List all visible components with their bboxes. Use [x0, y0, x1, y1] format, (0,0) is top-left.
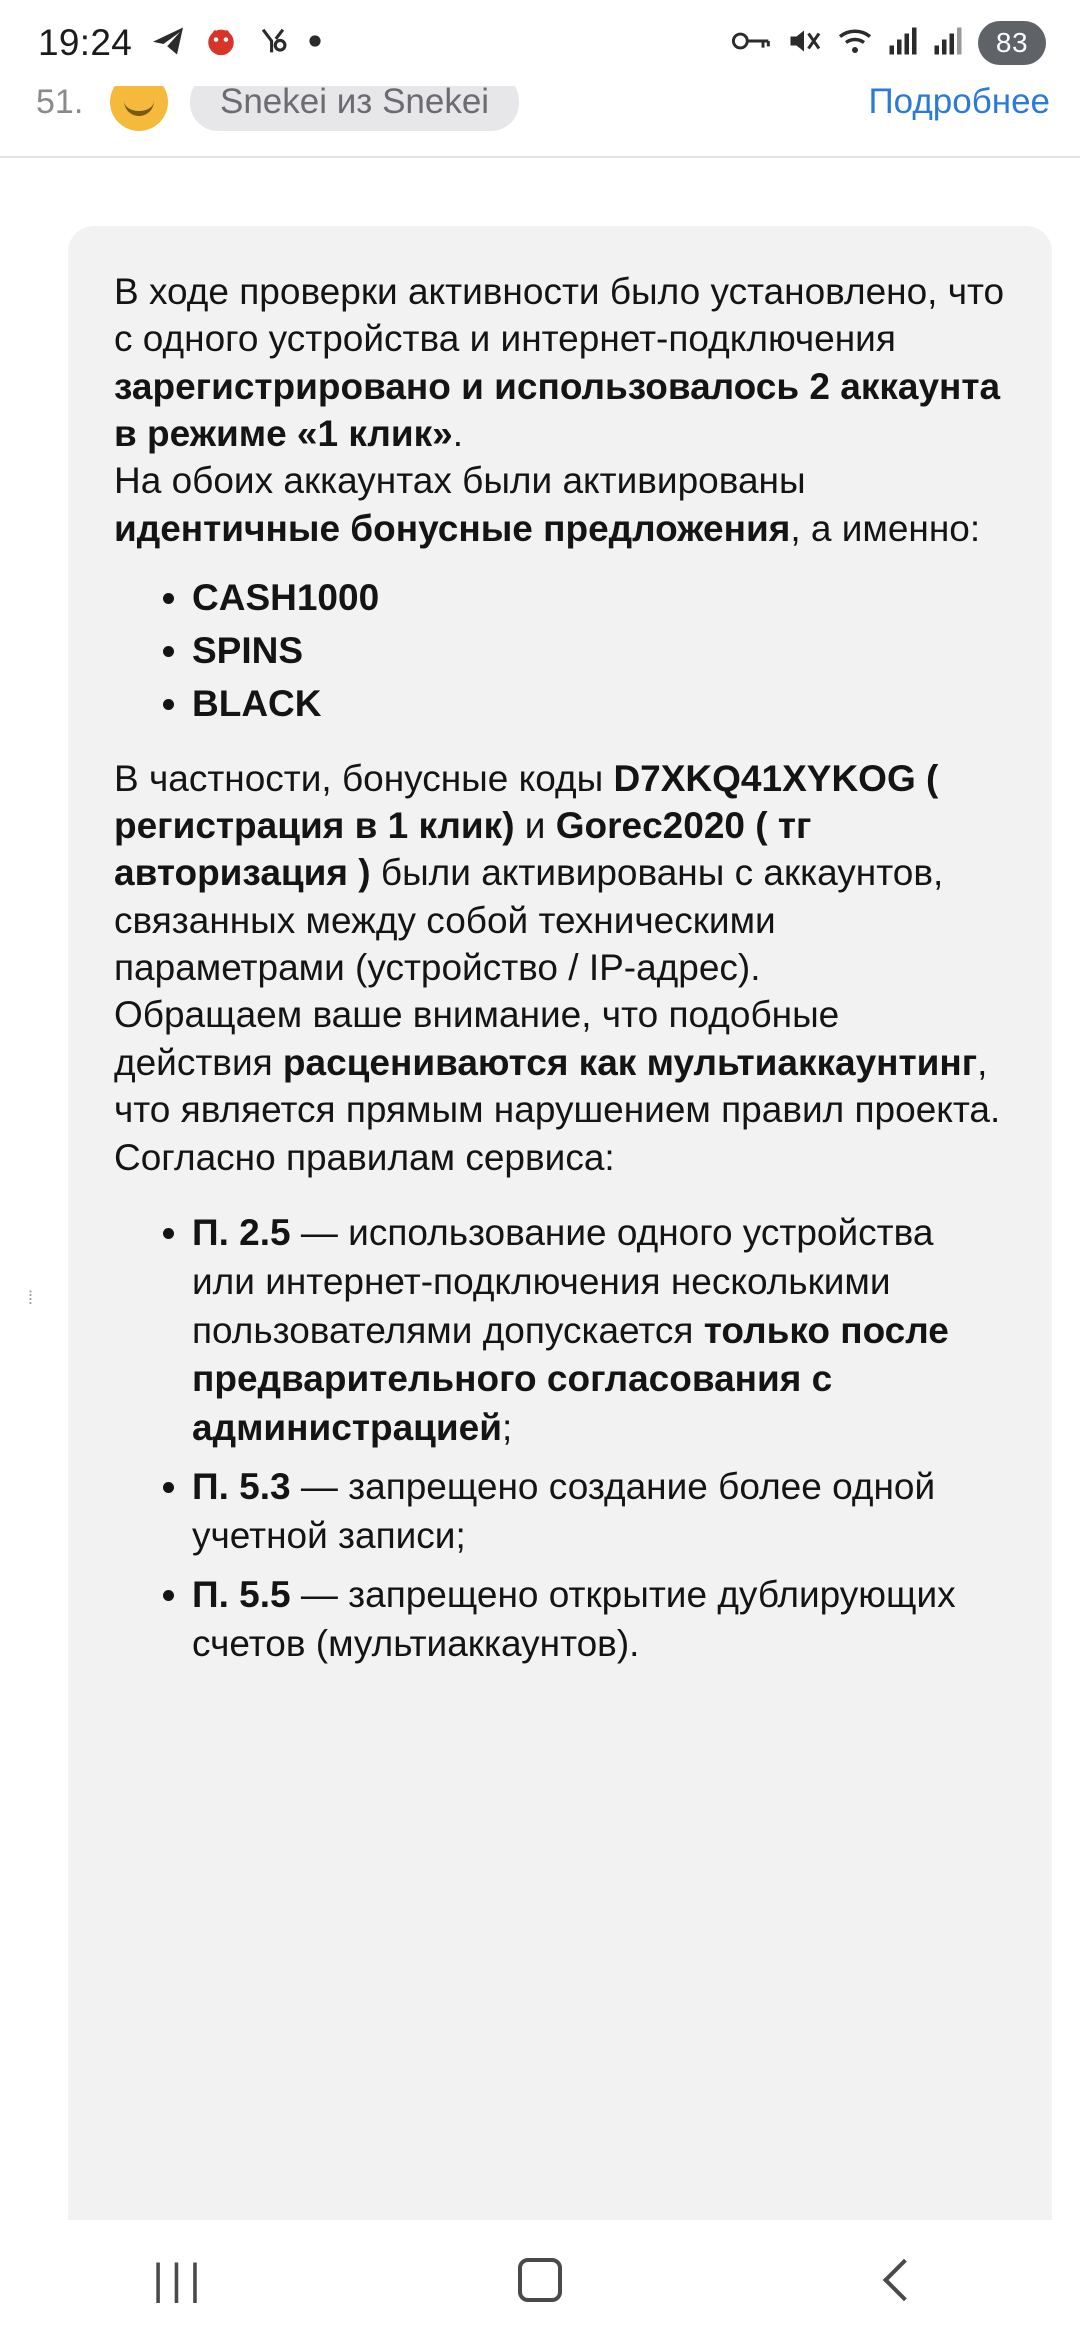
previous-message-left [36, 86, 868, 131]
paragraph-1-part-a: В ходе проверки активности было установлено, что с одного устройства и интернет-подключения [114, 271, 1005, 360]
paragraph-2 [114, 457, 1006, 552]
paragraph-3 [114, 755, 1006, 992]
avatar [110, 86, 168, 131]
signal-icon-1 [888, 26, 918, 61]
paragraph-1 [114, 268, 1006, 457]
list-item [192, 680, 1006, 729]
rule-3-text-a: — запрещено открытие дублирующих счетов (мультиаккаунтов). [192, 1573, 956, 1664]
rule-1-label: П. 2.5 [192, 1211, 291, 1253]
row-index: 51. [36, 86, 84, 121]
back-icon [883, 2259, 925, 2301]
battery-indicator: 83 [978, 21, 1046, 65]
paragraph-4-part-a: Обращаем ваше внимание, что подобные действия [114, 994, 840, 1083]
dot-icon [308, 34, 322, 53]
message-chip[interactable]: Snekei из Snekei [190, 86, 519, 131]
message-card[interactable] [68, 226, 1052, 2220]
list-item [192, 1463, 1006, 1561]
home-icon [518, 2258, 562, 2302]
paragraph-3-part-e: были активированы с аккаунтов, связанных между собой техническими параметрами (устройство / IP-адрес). [114, 852, 944, 989]
bonus-code-2: SPINS [192, 629, 304, 671]
recents-icon: ||| [152, 2255, 208, 2304]
mute-icon [786, 26, 822, 61]
bonus-code-detail-2: Gorec2020 ( тг авторизация ) [114, 805, 812, 894]
paragraph-4-bold: расцениваются как мультиаккаунтинг [282, 1041, 978, 1083]
paragraph-3-part-a: В частности, бонусные коды [114, 757, 614, 799]
telegram-icon [150, 23, 186, 64]
previous-message-row[interactable] [0, 86, 1080, 156]
back-button[interactable] [810, 2220, 990, 2340]
status-clock: 19:24 [38, 22, 133, 63]
paragraph-1-bold: зарегистрировано и использовалось 2 аккаунта в режиме «1 клик» [114, 365, 1001, 455]
paragraph-4 [114, 991, 1006, 1133]
paragraph-2-part-a: На обоих аккаунтах были активированы [114, 460, 806, 502]
list-item [192, 1571, 1006, 1669]
paragraph-5: Согласно правилам сервиса: [114, 1136, 615, 1178]
rule-1-text-a: — использование одного устройства или интернет-подключения несколькими пользователями допускается [192, 1211, 934, 1351]
rule-1-text-b: только после предварительного согласования с администрацией [192, 1309, 949, 1449]
status-bar [0, 0, 1080, 86]
paragraph-1-part-c: . [452, 413, 463, 455]
rules-list [114, 1209, 1006, 1668]
more-link[interactable]: Подробнее [868, 86, 1050, 121]
app-icon-y [256, 24, 290, 63]
paragraph-4-part-c: , что является прямым нарушением правил проекта. [114, 1041, 1001, 1131]
paragraph-3-part-c: и [514, 805, 556, 846]
rule-1-text-c: ; [501, 1407, 513, 1449]
bonus-code-3: BLACK [192, 682, 322, 724]
chat-content[interactable] [0, 86, 1080, 2220]
signal-icon-2 [933, 26, 963, 61]
vpn-key-icon [731, 26, 771, 61]
recents-button[interactable] [90, 2220, 270, 2340]
paragraph-2-bold: идентичные бонусные предложения [114, 507, 791, 549]
bonus-code-1: CASH1000 [192, 577, 380, 619]
scroll-artifact-icon: ⁞ [28, 1288, 34, 1308]
home-button[interactable] [450, 2220, 630, 2340]
status-bar-left [38, 22, 322, 64]
rule-2-label: П. 5.3 [192, 1466, 291, 1508]
list-item [192, 574, 1006, 623]
paragraph-2-part-c: , а именно: [790, 507, 981, 549]
divider [0, 156, 1080, 158]
list-item [192, 1209, 1006, 1453]
status-bar-right [731, 21, 1046, 65]
list-item [192, 627, 1006, 676]
app-icon-red [204, 24, 238, 63]
rule-3-label: П. 5.5 [192, 1573, 291, 1615]
rule-2-text-a: — запрещено создание более одной учетной записи; [192, 1466, 936, 1556]
bonus-code-detail-1: D7XKQ41XYKOG ( регистрация в 1 клик) [114, 757, 939, 846]
bonus-list [114, 574, 1006, 728]
wifi-icon [837, 26, 873, 61]
navigation-bar [0, 2220, 1080, 2340]
